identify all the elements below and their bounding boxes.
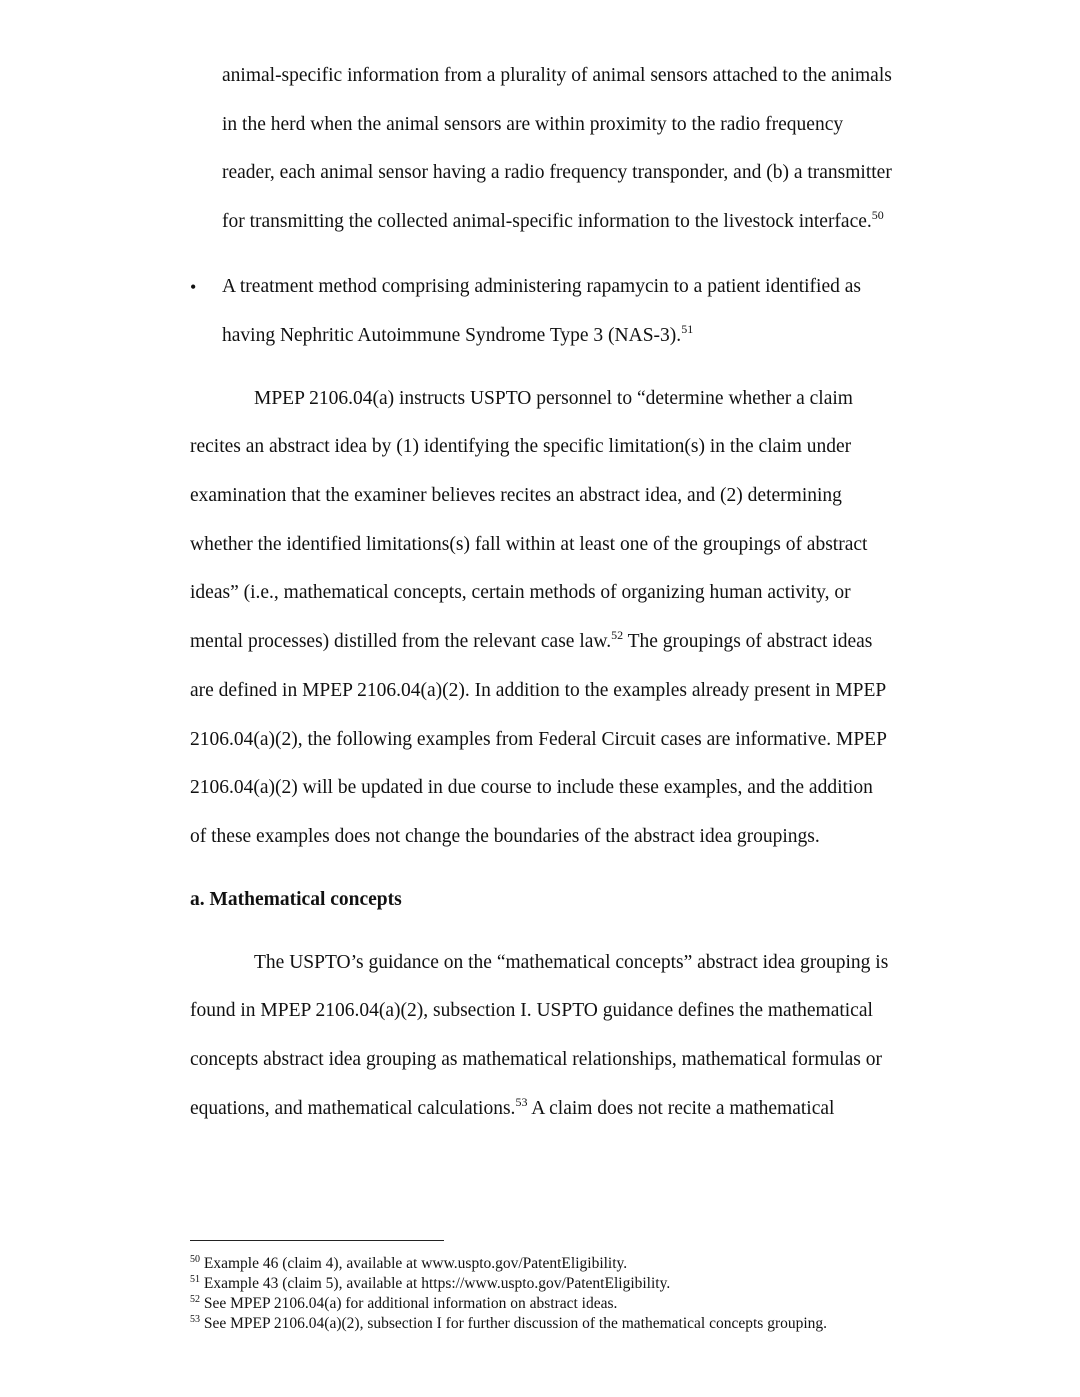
footnote-ref-52: 52: [611, 628, 624, 642]
footnote-ref-53: 53: [515, 1095, 528, 1109]
footnote-50: [190, 1254, 627, 1274]
bullet2-line-1: A treatment method comprising administering rapamycin to a patient identified as: [222, 276, 861, 297]
bullet1-line-1: animal-specific information from a plurality of animal sensors attached to the animals: [222, 65, 892, 86]
section-heading: a. Mathematical concepts: [190, 889, 402, 910]
footnote-text: See MPEP 2106.04(a) for additional information on abstract ideas.: [200, 1295, 618, 1312]
footnote-ref-51: 51: [681, 322, 694, 336]
para1-line-1: MPEP 2106.04(a) instructs USPTO personnel to “determine whether a claim: [254, 388, 853, 409]
footnote-number: 51: [190, 1274, 200, 1285]
para1-line-4: whether the identified limitations(s) fall within at least one of the groupings of abstract: [190, 534, 868, 555]
footnote-number: 50: [190, 1254, 200, 1265]
bullet1-line-4-text: for transmitting the collected animal-specific information to the livestock interface.: [222, 211, 872, 232]
footnote-text: Example 46 (claim 4), available at www.uspto.gov/PatentEligibility.: [200, 1255, 628, 1272]
para2-line-4a: equations, and mathematical calculations.: [190, 1098, 516, 1119]
footnote-ref-50: 50: [871, 208, 884, 222]
bullet1-line-3: reader, each animal sensor having a radio frequency transponder, and (b) a transmitter: [222, 162, 892, 183]
para1-line-6: [190, 630, 872, 654]
para1-line-5: ideas” (i.e., mathematical concepts, certain methods of organizing human activity, or: [190, 582, 851, 603]
footnote-separator: [190, 1240, 444, 1241]
bullet-marker: •: [190, 277, 197, 297]
footnote-51: [190, 1274, 670, 1294]
para1-line-3: examination that the examiner believes recites an abstract idea, and (2) determining: [190, 485, 842, 506]
bullet2-line-2-text: having Nephritic Autoimmune Syndrome Type 3 (NAS-3).: [222, 325, 682, 346]
para2-line-3: concepts abstract idea grouping as mathematical relationships, mathematical formulas or: [190, 1049, 883, 1070]
bullet1-line-2: in the herd when the animal sensors are within proximity to the radio frequency: [222, 114, 844, 135]
para1-line-6a: mental processes) distilled from the relevant case law.: [190, 631, 612, 652]
para2-line-4: [190, 1097, 834, 1121]
para1-line-10: of these examples does not change the boundaries of the abstract idea groupings.: [190, 826, 820, 847]
para2-line-4b: A claim does not recite a mathematical: [527, 1098, 835, 1119]
footnote-text: Example 43 (claim 5), available at https://www.uspto.gov/PatentEligibility.: [200, 1275, 671, 1292]
para1-line-8: 2106.04(a)(2), the following examples from Federal Circuit cases are informative. MPEP: [190, 729, 887, 750]
footnote-52: [190, 1294, 617, 1314]
para1-line-6b: The groupings of abstract ideas: [623, 631, 873, 652]
para2-line-1: The USPTO’s guidance on the “mathematical concepts” abstract idea grouping is: [254, 952, 889, 973]
para1-line-7: are defined in MPEP 2106.04(a)(2). In addition to the examples already present in MPEP: [190, 680, 887, 701]
para2-line-2: found in MPEP 2106.04(a)(2), subsection I. USPTO guidance defines the mathematical: [190, 1000, 873, 1021]
footnote-53: [190, 1314, 827, 1334]
bullet2-line-2: [222, 324, 693, 348]
para1-line-9: 2106.04(a)(2) will be updated in due course to include these examples, and the addition: [190, 777, 873, 798]
footnote-number: 52: [190, 1294, 200, 1305]
para1-line-2: recites an abstract idea by (1) identifying the specific limitation(s) in the claim under: [190, 436, 852, 457]
footnote-number: 53: [190, 1314, 200, 1325]
bullet1-line-4: [222, 210, 884, 234]
footnote-text: See MPEP 2106.04(a)(2), subsection I for further discussion of the mathematical concepts grouping.: [200, 1315, 828, 1332]
